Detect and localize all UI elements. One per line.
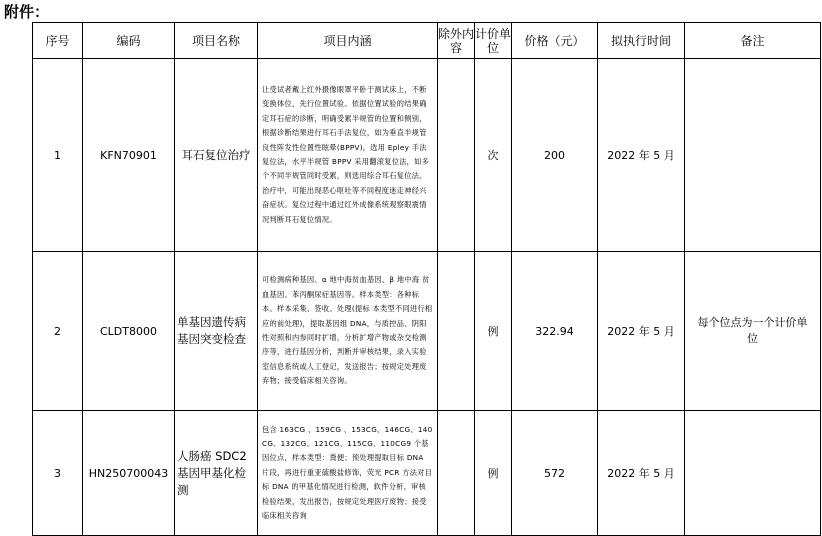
header-code: 编码 [83,23,175,59]
header-note: 备注 [685,23,821,59]
table-row [33,59,821,252]
cell-date: 2022 年 5 月 [598,59,685,252]
header-unit: 计价单位 [475,23,512,59]
cell-content: 包含 163CG 、159CG 、153CG、146CG、140CG、132CG、121CG、115CG、110CG9 个基因位点，样本类型：粪便；预处理提取目标 DNA 片段，再进行重亚硫酸盐修饰，荧光 PCR 方法对目标 DNA 的甲基化情况进行检测，软件分析，审核检验结果，发出报告，按规定处理医疗废物；接受临床相关咨询 [258,411,438,536]
cell-unit: 例 [475,252,512,411]
cell-code: CLDT8000 [83,252,175,411]
header-date: 拟执行时间 [598,23,685,59]
cell-content: 让受试者戴上红外摄像眼罩平卧于测试床上，不断变换体位，先行位置试验。依据位置试验的结果确定耳石症的诊断，明确受累半规管的位置和侧别，根据诊断结果进行耳石手法复位，如为垂直半规管良性阵发性位置性眩晕(BPPV)，选用 Epley 手法复位法，水平半规管 BPPV 采用翻滚复位法，如多个不同半规管同时受累，则选用综合耳石复位法。治疗中，可能出现恶心呕吐等不同程度迷走神经兴奋症状。复位过程中通过红外成像系统观察眼震情况判断耳石复位情况。 [258,59,438,252]
cell-seq: 2 [33,252,83,411]
cell-note: 每个位点为一个计价单位 [685,252,821,411]
cell-unit: 次 [475,59,512,252]
cell-code: KFN70901 [83,59,175,252]
header-content: 项目内涵 [258,23,438,59]
cell-content: 可检测病种基因、α 地中海贫血基因、β 地中海 贫血基因、苯丙酮尿症基因等。样本类型：各种标 本。样本采集、签收、处理(提标 本类型不同进行相 应的前处理)，提取基因组 DNA，与质控品、阴阳 性对照和内参同时扩增，分析扩增产物或杂交检测 序等，进行基因分析，判断并审核结果，录入实验 室信息系统或人工登记，发送报告；按规定处理废 弃物；接受临床相关咨询。 [258,252,438,411]
header-name: 项目名称 [175,23,258,59]
attachment-label: 附件： [4,3,50,21]
cell-date: 2022 年 5 月 [598,411,685,536]
pricing-table [32,22,821,536]
cell-note [685,411,821,536]
cell-price: 572 [512,411,598,536]
cell-seq: 1 [33,59,83,252]
cell-price: 322.94 [512,252,598,411]
cell-price: 200 [512,59,598,252]
cell-unit: 例 [475,411,512,536]
cell-seq: 3 [33,411,83,536]
header-row [33,23,821,59]
header-price: 价格（元） [512,23,598,59]
cell-exclusion [438,252,475,411]
cell-note [685,59,821,252]
cell-name: 耳石复位治疗 [175,59,258,252]
header-exclusion: 除外内容 [438,23,475,59]
cell-date: 2022 年 5 月 [598,252,685,411]
header-seq: 序号 [33,23,83,59]
cell-exclusion [438,411,475,536]
cell-code: HN250700043 [83,411,175,536]
table-row [33,252,821,411]
cell-name: 单基因遗传病基因突变检查 [175,252,258,411]
cell-exclusion [438,59,475,252]
table-row [33,411,821,536]
cell-name: 人肠癌 SDC2 基因甲基化检测 [175,411,258,536]
